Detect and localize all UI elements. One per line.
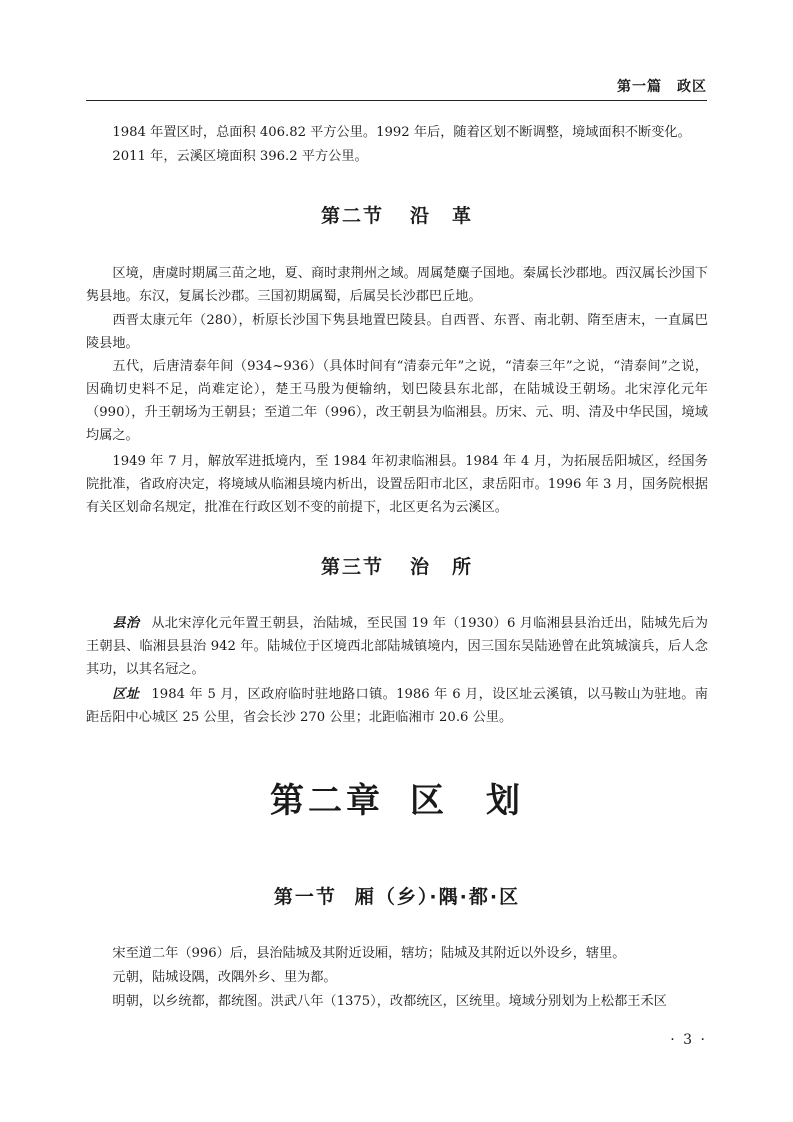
division-paragraph-2: 元朝，陆城设隅，改隅外乡、里为都。 — [112, 970, 337, 985]
intro-paragraph-2: 2011 年，云溪区境面积 396.2 平方公里。 — [112, 149, 368, 164]
intro-paragraph-1: 1984 年置区时，总面积 406.82 平方公里。1992 年后，随着区划不断调整，境域面积不断变化。 — [112, 125, 691, 140]
section-number: 第三节 — [320, 556, 384, 578]
county-seat-paragraph — [86, 612, 708, 681]
evolution-paragraph-2: 西晋太康元年（280），析原长沙国下隽县地置巴陵县。自西晋、东晋、南北朝、隋至唐末，一直属巴陵县地。 — [86, 313, 708, 351]
chapter-title-text: 区 划 — [410, 781, 524, 821]
evolution-paragraph-3: 五代，后唐清泰年间（934~936）（具体时间有“清泰元年”之说，“清泰三年”之说，“清泰间”之说，因确切史料不足，尚难定论），楚王马殷为便输纳，划巴陵县东北部，在陆城设王朝场。北宋淳化元年（990），升王朝场为王朝县；至道二年（996），改王朝县为临湘县。历宋、元、明、清及中华民国，境域均属之。 — [86, 359, 708, 443]
district-site-label: 区址 — [112, 687, 140, 702]
division-paragraph-1: 宋至道二年（996）后，县治陆城及其附近设厢，辖坊；陆城及其附近以外设乡，辖里。 — [112, 946, 626, 961]
county-seat-text: 从北宋淳化元年置王朝县，治陆城，至民国 19 年（1930）6 月临湘县县治迁出，陆城先后为王朝县、临湘县县治 942 年。陆城位于区境西北部陆城镇境内，因三国东吴陆逊曾在此筑城演兵，后人念其功，以其名冠之。 — [86, 616, 708, 677]
section-heading-2 — [86, 201, 708, 228]
section-number: 第一节 — [273, 886, 337, 908]
section-number: 第二节 — [320, 205, 384, 227]
running-header — [86, 72, 707, 101]
section-title-text: 治 所 — [410, 556, 474, 578]
section-heading-1 — [86, 882, 708, 909]
evolution-paragraph-1: 区境，唐虞时期属三苗之地，夏、商时隶荆州之域。周属楚麋子国地。秦属长沙郡地。西汉属长沙国下隽县地。东汉，复属长沙郡。三国初期属蜀，后属吴长沙郡巴丘地。 — [86, 266, 708, 304]
division-paragraph-3: 明朝，以乡统都，都统图。洪武八年（1375），改都统区，区统里。境域分别划为上松都王禾区 — [112, 994, 667, 1009]
chapter-number: 第二章 — [270, 781, 384, 821]
county-seat-label: 县治 — [112, 616, 140, 631]
section-heading-3 — [86, 552, 708, 579]
evolution-paragraph-4: 1949 年 7 月，解放军进抵境内，至 1984 年初隶临湘县。1984 年 4 月，为拓展岳阳城区，经国务院批准，省政府决定，将境域从临湘县境内析出，设置岳阳市北区，隶岳阳市。1996 年 3 月，国务院根据有关区划命名规定，批准在行政区划不变的前提下，北区更名为云溪区。 — [86, 454, 708, 515]
header-title: 第一篇 政区 — [617, 79, 707, 95]
chapter-heading — [86, 773, 708, 822]
section-title-text: 沿 革 — [410, 205, 474, 227]
district-site-text: 1984 年 5 月，区政府临时驻地路口镇。1986 年 6 月，设区址云溪镇，以马鞍山为驻地。南距岳阳中心城区 25 公里，省会长沙 270 公里；北距临湘市 20.6 公里。 — [86, 687, 708, 725]
district-site-paragraph — [86, 683, 708, 729]
page-number: · 3 · — [670, 1032, 707, 1048]
section-title-text: 厢（乡）·隅·都·区 — [354, 886, 521, 908]
